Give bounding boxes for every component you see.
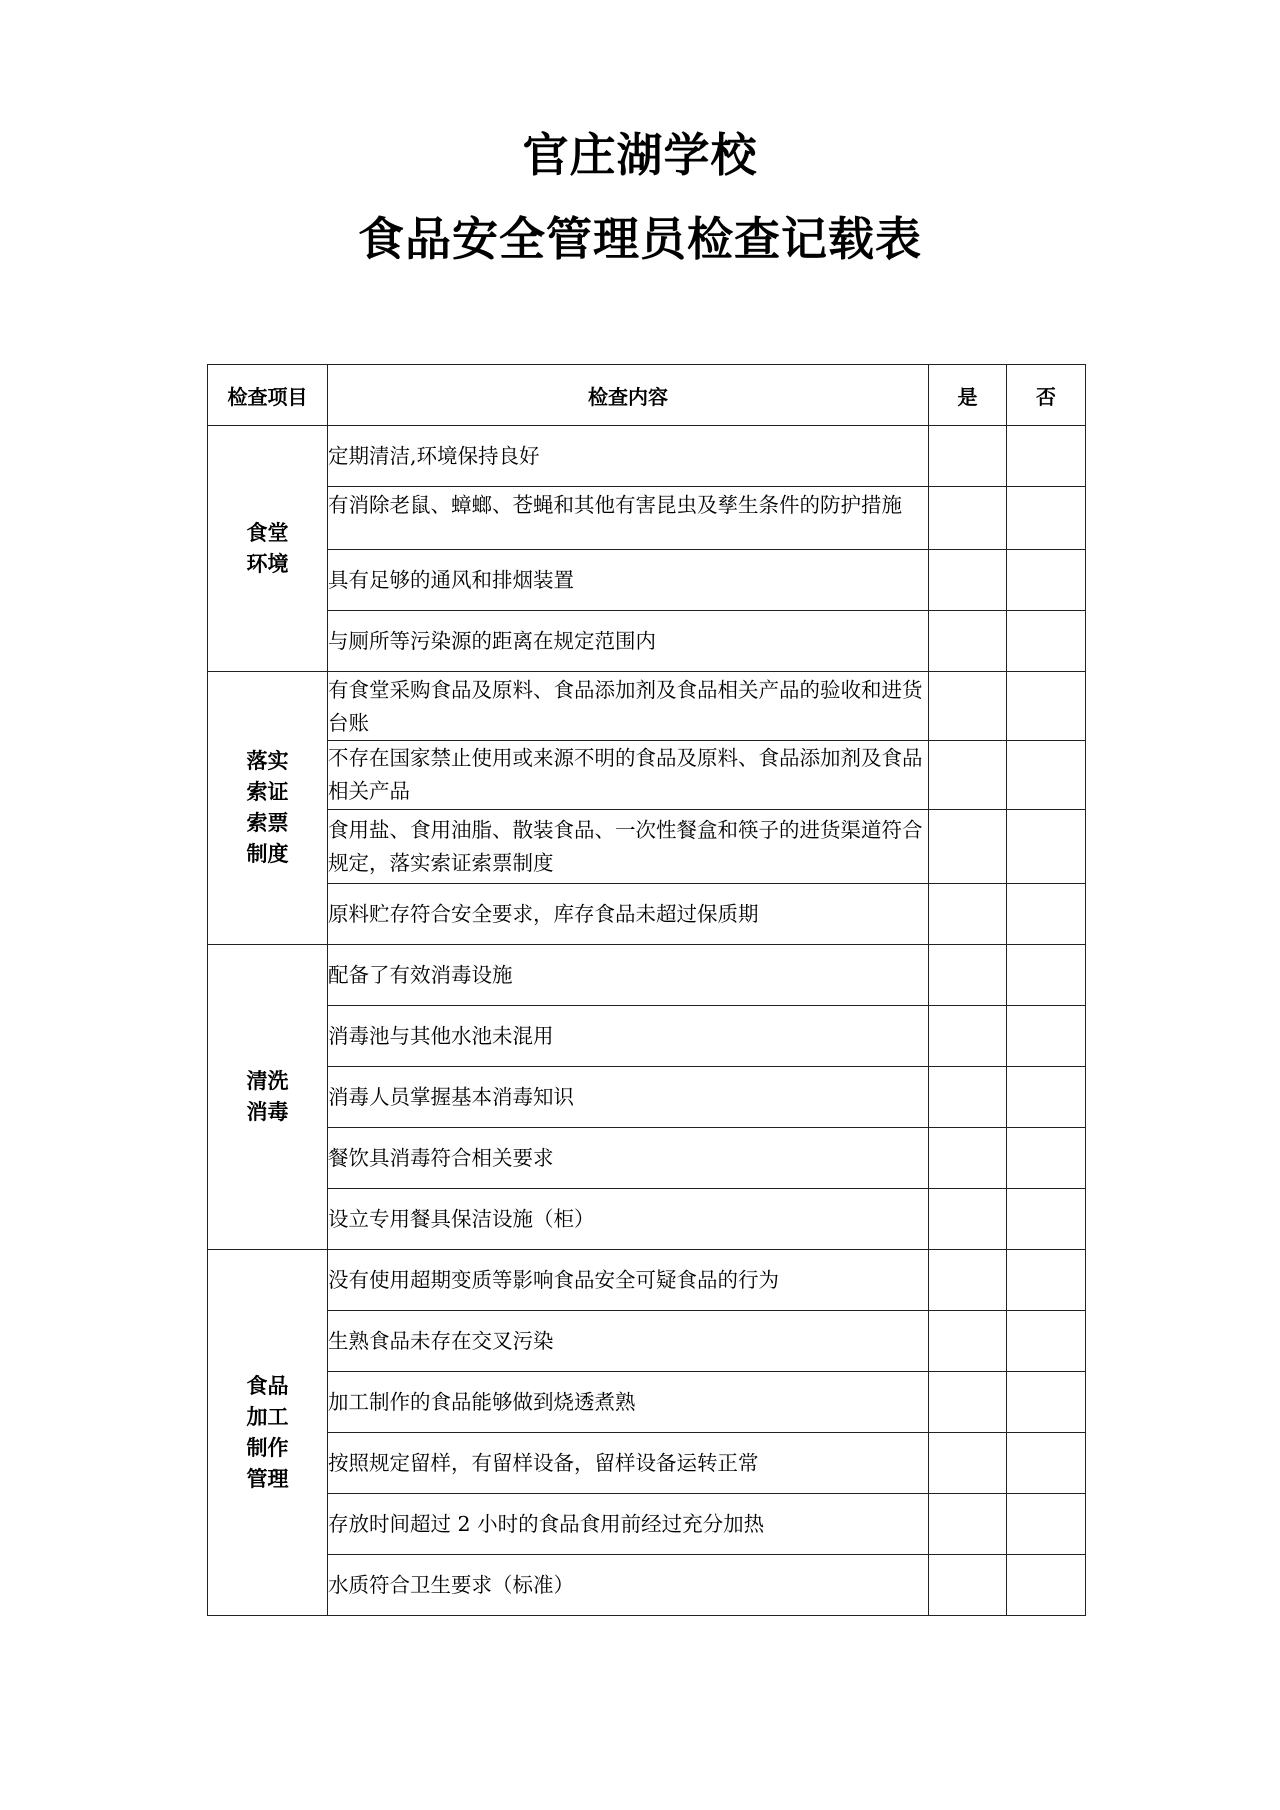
check-item: 原料贮存符合安全要求，库存食品未超过保质期 [328,884,929,945]
category-label: 食堂 [246,520,289,545]
table-row [208,611,1086,672]
yes-checkbox-cell[interactable] [929,611,1007,672]
check-item: 配备了有效消毒设施 [328,945,929,1006]
table-row [208,1067,1086,1128]
category-cell [208,426,328,672]
yes-checkbox-cell[interactable] [929,884,1007,945]
yes-checkbox-cell[interactable] [929,1555,1007,1616]
table-row [208,426,1086,487]
yes-checkbox-cell[interactable] [929,1494,1007,1555]
yes-checkbox-cell[interactable] [929,945,1007,1006]
category-cell [208,672,328,945]
table-row [208,1189,1086,1250]
yes-checkbox-cell[interactable] [929,1006,1007,1067]
check-item: 没有使用超期变质等影响食品安全可疑食品的行为 [328,1250,929,1311]
category-label: 食品 [246,1373,289,1398]
header-content: 检查内容 [328,365,929,426]
no-checkbox-cell[interactable] [1007,426,1086,487]
category-label: 索票 [246,811,289,835]
no-checkbox-cell[interactable] [1007,741,1086,810]
yes-checkbox-cell[interactable] [929,487,1007,550]
no-checkbox-cell[interactable] [1007,1433,1086,1494]
category-label: 加工 [246,1404,289,1429]
check-item: 设立专用餐具保洁设施（柜） [328,1189,929,1250]
check-item: 定期清洁,环境保持良好 [328,426,929,487]
table-row [208,884,1086,945]
no-checkbox-cell[interactable] [1007,884,1086,945]
header-yes: 是 [929,365,1007,426]
table-row [208,1494,1086,1555]
table-row [208,1128,1086,1189]
inspection-table [207,364,1086,1616]
yes-checkbox-cell[interactable] [929,426,1007,487]
yes-checkbox-cell[interactable] [929,1311,1007,1372]
yes-checkbox-cell[interactable] [929,810,1007,884]
category-label: 索证 [246,780,289,804]
category-label: 消毒 [246,1100,289,1124]
check-item: 加工制作的食品能够做到烧透煮熟 [328,1372,929,1433]
check-item: 消毒池与其他水池未混用 [328,1006,929,1067]
check-item: 具有足够的通风和排烟装置 [328,550,929,611]
yes-checkbox-cell[interactable] [929,1067,1007,1128]
yes-checkbox-cell[interactable] [929,1128,1007,1189]
table-row [208,1555,1086,1616]
yes-checkbox-cell[interactable] [929,550,1007,611]
page-title: 官庄湖学校 [522,128,758,182]
table-row [208,487,1086,550]
no-checkbox-cell[interactable] [1007,672,1086,741]
table-row [208,1433,1086,1494]
no-checkbox-cell[interactable] [1007,945,1086,1006]
table-row [208,741,1086,810]
category-label: 制作 [246,1435,289,1460]
category-label: 落实 [246,749,289,773]
check-item: 消毒人员掌握基本消毒知识 [328,1067,929,1128]
category-cell [208,1250,328,1616]
check-item: 水质符合卫生要求（标准） [328,1555,929,1616]
check-item: 与厕所等污染源的距离在规定范围内 [328,611,929,672]
table-row [208,945,1086,1006]
category-cell [208,945,328,1250]
check-item: 有消除老鼠、蟑螂、苍蝇和其他有害昆虫及孳生条件的防护措施 [328,487,929,550]
yes-checkbox-cell[interactable] [929,672,1007,741]
category-label: 清洗 [246,1069,289,1093]
check-item: 存放时间超过 2 小时的食品食用前经过充分加热 [328,1494,929,1555]
yes-checkbox-cell[interactable] [929,1372,1007,1433]
check-item: 按照规定留样，有留样设备，留样设备运转正常 [328,1433,929,1494]
check-item: 食用盐、食用油脂、散装食品、一次性餐盒和筷子的进货渠道符合规定，落实索证索票制度 [328,810,929,884]
category-label: 管理 [246,1466,289,1491]
no-checkbox-cell[interactable] [1007,611,1086,672]
table-row [208,550,1086,611]
category-label: 环境 [246,551,289,576]
no-checkbox-cell[interactable] [1007,1189,1086,1250]
check-item: 餐饮具消毒符合相关要求 [328,1128,929,1189]
header-no: 否 [1007,365,1086,426]
yes-checkbox-cell[interactable] [929,1433,1007,1494]
table-row [208,1311,1086,1372]
no-checkbox-cell[interactable] [1007,487,1086,550]
no-checkbox-cell[interactable] [1007,1555,1086,1616]
header-category: 检查项目 [208,365,328,426]
yes-checkbox-cell[interactable] [929,1250,1007,1311]
no-checkbox-cell[interactable] [1007,810,1086,884]
table-row [208,810,1086,884]
no-checkbox-cell[interactable] [1007,1006,1086,1067]
no-checkbox-cell[interactable] [1007,1128,1086,1189]
table-row [208,1372,1086,1433]
page-subtitle: 食品安全管理员检查记载表 [358,212,922,266]
no-checkbox-cell[interactable] [1007,1067,1086,1128]
yes-checkbox-cell[interactable] [929,1189,1007,1250]
no-checkbox-cell[interactable] [1007,550,1086,611]
no-checkbox-cell[interactable] [1007,1311,1086,1372]
category-label: 制度 [246,842,289,866]
table-row [208,1250,1086,1311]
check-item: 有食堂采购食品及原料、食品添加剂及食品相关产品的验收和进货台账 [328,672,929,741]
check-item: 不存在国家禁止使用或来源不明的食品及原料、食品添加剂及食品相关产品 [328,741,929,810]
yes-checkbox-cell[interactable] [929,741,1007,810]
no-checkbox-cell[interactable] [1007,1250,1086,1311]
table-row [208,1006,1086,1067]
no-checkbox-cell[interactable] [1007,1372,1086,1433]
table-row [208,672,1086,741]
check-item: 生熟食品未存在交叉污染 [328,1311,929,1372]
no-checkbox-cell[interactable] [1007,1494,1086,1555]
